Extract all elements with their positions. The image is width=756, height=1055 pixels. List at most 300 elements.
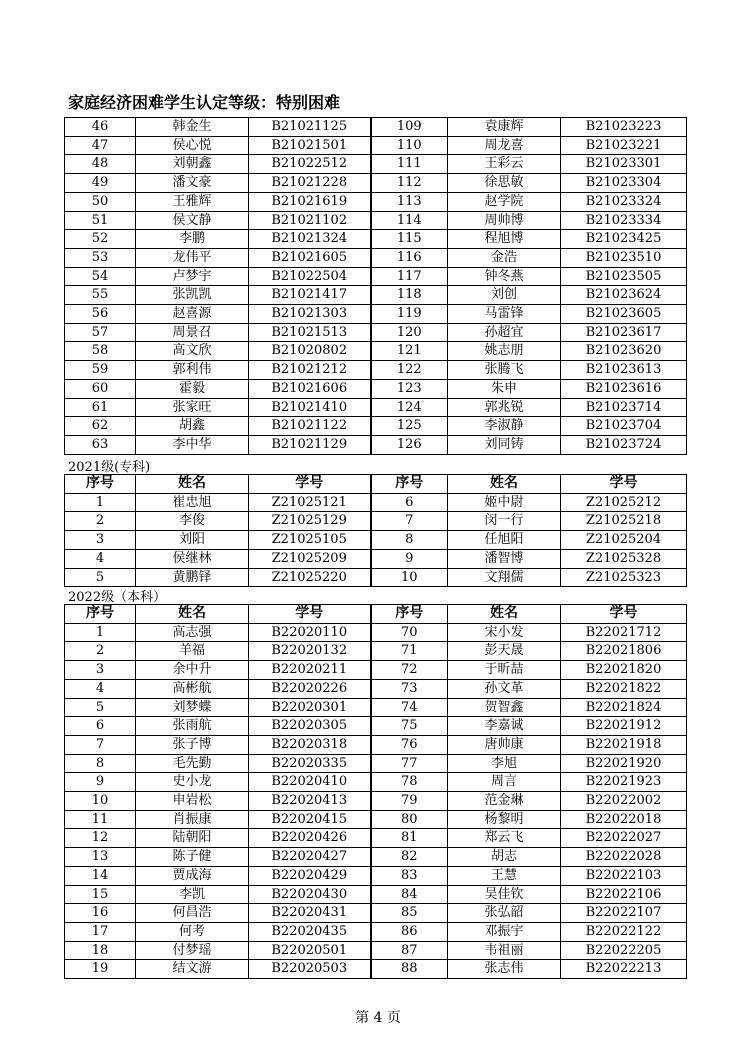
- student-id-cell: B21020802: [249, 342, 371, 361]
- table-row: [65, 904, 687, 923]
- row-number-cell: 15: [65, 885, 136, 904]
- row-number-cell: 56: [65, 305, 136, 324]
- student-id-cell: B22020429: [249, 866, 371, 885]
- row-number-cell: 70: [371, 623, 448, 642]
- student-id-cell: B21023616: [561, 379, 687, 398]
- student-id-cell: B22020435: [249, 922, 371, 941]
- table-row: [65, 568, 687, 587]
- student-id-cell: Z21025204: [561, 531, 687, 550]
- student-name-cell: 刘同铸: [448, 435, 561, 454]
- student-name-cell: 余中升: [136, 661, 249, 680]
- student-id-cell: B21023704: [561, 417, 687, 436]
- table-row: [65, 174, 687, 193]
- row-number-cell: 10: [371, 568, 448, 587]
- student-name-cell: 孙超宜: [448, 323, 561, 342]
- student-id-cell: B21021102: [249, 211, 371, 230]
- row-number-cell: 86: [371, 922, 448, 941]
- student-id-cell: Z21025212: [561, 493, 687, 512]
- student-id-cell: B21023624: [561, 286, 687, 305]
- student-name-cell: 张弘韶: [448, 904, 561, 923]
- student-id-cell: B21021513: [249, 323, 371, 342]
- student-table-2021-undergrad-continued: [64, 117, 687, 455]
- row-number-cell: 51: [65, 211, 136, 230]
- table-row: [65, 118, 687, 137]
- student-name-cell: 郭兆锐: [448, 398, 561, 417]
- student-id-cell: B22021806: [561, 642, 687, 661]
- student-name-cell: 高彬航: [136, 679, 249, 698]
- student-name-cell: 马雷锋: [448, 305, 561, 324]
- student-id-cell: B21021606: [249, 379, 371, 398]
- student-id-cell: B21021303: [249, 305, 371, 324]
- student-name-cell: 韦祖丽: [448, 941, 561, 960]
- row-number-cell: 112: [371, 174, 448, 193]
- student-name-cell: 潘智博: [448, 549, 561, 568]
- student-id-cell: Z21025121: [249, 493, 371, 512]
- row-number-cell: 74: [371, 698, 448, 717]
- row-number-cell: 13: [65, 848, 136, 867]
- row-number-cell: 88: [371, 960, 448, 979]
- student-id-cell: B21022512: [249, 155, 371, 174]
- row-number-cell: 59: [65, 361, 136, 380]
- student-id-cell: B22022205: [561, 941, 687, 960]
- student-name-cell: 姚志朋: [448, 342, 561, 361]
- student-id-cell: B22022018: [561, 810, 687, 829]
- student-name-cell: 肖振康: [136, 810, 249, 829]
- student-id-cell: B21023324: [561, 192, 687, 211]
- student-id-cell: Z21025129: [249, 512, 371, 531]
- student-id-cell: Z21025105: [249, 531, 371, 550]
- student-id-cell: B22022103: [561, 866, 687, 885]
- row-number-cell: 47: [65, 136, 136, 155]
- row-number-cell: 8: [371, 531, 448, 550]
- row-number-cell: 18: [65, 941, 136, 960]
- row-number-cell: 57: [65, 323, 136, 342]
- header-no: 序号: [65, 605, 136, 624]
- table-row: [65, 679, 687, 698]
- student-name-cell: 张志伟: [448, 960, 561, 979]
- student-name-cell: 郭利伟: [136, 361, 249, 380]
- student-name-cell: 李凯: [136, 885, 249, 904]
- table-row: [65, 848, 687, 867]
- student-name-cell: 潘文豪: [136, 174, 249, 193]
- student-id-cell: B21021122: [249, 417, 371, 436]
- section-label-2021-associate: 2021级(专科): [68, 460, 151, 475]
- row-number-cell: 5: [65, 568, 136, 587]
- table-row: [65, 512, 687, 531]
- table-row: [65, 922, 687, 941]
- row-number-cell: 19: [65, 960, 136, 979]
- table-row: [65, 192, 687, 211]
- row-number-cell: 73: [371, 679, 448, 698]
- student-name-cell: 何考: [136, 922, 249, 941]
- table-row: [65, 866, 687, 885]
- student-id-cell: Z21025323: [561, 568, 687, 587]
- row-number-cell: 54: [65, 267, 136, 286]
- row-number-cell: 118: [371, 286, 448, 305]
- student-id-cell: B21023304: [561, 174, 687, 193]
- row-number-cell: 1: [65, 493, 136, 512]
- student-id-cell: B21023613: [561, 361, 687, 380]
- student-id-cell: B22020413: [249, 792, 371, 811]
- student-name-cell: 侯文静: [136, 211, 249, 230]
- student-id-cell: B22020431: [249, 904, 371, 923]
- row-number-cell: 6: [65, 717, 136, 736]
- student-id-cell: B22020427: [249, 848, 371, 867]
- student-id-cell: B22021712: [561, 623, 687, 642]
- student-name-cell: 卢梦宇: [136, 267, 249, 286]
- student-name-cell: 毛先勤: [136, 754, 249, 773]
- row-number-cell: 71: [371, 642, 448, 661]
- student-id-cell: B22021912: [561, 717, 687, 736]
- student-name-cell: 李淑静: [448, 417, 561, 436]
- row-number-cell: 111: [371, 155, 448, 174]
- table-row: [65, 829, 687, 848]
- row-number-cell: 53: [65, 248, 136, 267]
- row-number-cell: 78: [371, 773, 448, 792]
- student-name-cell: 侯继林: [136, 549, 249, 568]
- row-number-cell: 1: [65, 623, 136, 642]
- student-id-cell: B21023505: [561, 267, 687, 286]
- student-id-cell: B22021918: [561, 735, 687, 754]
- student-id-cell: B21021501: [249, 136, 371, 155]
- student-name-cell: 高文欣: [136, 342, 249, 361]
- student-name-cell: 周龙喜: [448, 136, 561, 155]
- student-name-cell: 贺智鑫: [448, 698, 561, 717]
- row-number-cell: 2: [65, 512, 136, 531]
- student-id-cell: B21023510: [561, 248, 687, 267]
- row-number-cell: 61: [65, 398, 136, 417]
- table-row: [65, 211, 687, 230]
- table-row: [65, 941, 687, 960]
- row-number-cell: 16: [65, 904, 136, 923]
- row-number-cell: 2: [65, 642, 136, 661]
- row-number-cell: 116: [371, 248, 448, 267]
- row-number-cell: 125: [371, 417, 448, 436]
- student-id-cell: B22020226: [249, 679, 371, 698]
- student-name-cell: 龙伟平: [136, 248, 249, 267]
- student-name-cell: 侯心悦: [136, 136, 249, 155]
- student-id-cell: B21021619: [249, 192, 371, 211]
- student-id-cell: B22021923: [561, 773, 687, 792]
- student-name-cell: 何昌浩: [136, 904, 249, 923]
- student-name-cell: 赵喜源: [136, 305, 249, 324]
- student-id-cell: B21021125: [249, 118, 371, 137]
- row-number-cell: 109: [371, 118, 448, 137]
- header-name: 姓名: [448, 475, 561, 494]
- header-id: 学号: [249, 605, 371, 624]
- student-name-cell: 韩金生: [136, 118, 249, 137]
- table-header-row: [65, 475, 687, 494]
- student-id-cell: B22020335: [249, 754, 371, 773]
- student-id-cell: B21023714: [561, 398, 687, 417]
- student-table-2022-undergrad: [64, 604, 687, 979]
- student-name-cell: 金浩: [448, 248, 561, 267]
- row-number-cell: 7: [371, 512, 448, 531]
- row-number-cell: 12: [65, 829, 136, 848]
- student-name-cell: 刘创: [448, 286, 561, 305]
- student-name-cell: 周言: [448, 773, 561, 792]
- table-row: [65, 136, 687, 155]
- row-number-cell: 115: [371, 230, 448, 249]
- table-row: [65, 698, 687, 717]
- table-row: [65, 286, 687, 305]
- row-number-cell: 3: [65, 531, 136, 550]
- student-id-cell: B22020503: [249, 960, 371, 979]
- student-name-cell: 任旭阳: [448, 531, 561, 550]
- student-name-cell: 杨黎明: [448, 810, 561, 829]
- row-number-cell: 6: [371, 493, 448, 512]
- row-number-cell: 50: [65, 192, 136, 211]
- student-name-cell: 刘朝鑫: [136, 155, 249, 174]
- row-number-cell: 62: [65, 417, 136, 436]
- student-id-cell: B22022122: [561, 922, 687, 941]
- student-table-2021-associate: [64, 474, 687, 587]
- table-row: [65, 735, 687, 754]
- row-number-cell: 52: [65, 230, 136, 249]
- header-no: 序号: [65, 475, 136, 494]
- student-name-cell: 史小龙: [136, 773, 249, 792]
- student-name-cell: 于昕喆: [448, 661, 561, 680]
- table-header-row: [65, 605, 687, 624]
- student-id-cell: B22022002: [561, 792, 687, 811]
- row-number-cell: 60: [65, 379, 136, 398]
- row-number-cell: 79: [371, 792, 448, 811]
- student-name-cell: 高志强: [136, 623, 249, 642]
- page-number: 第 4 页: [355, 1010, 401, 1026]
- row-number-cell: 117: [371, 267, 448, 286]
- student-name-cell: 张家旺: [136, 398, 249, 417]
- table-row: [65, 493, 687, 512]
- student-id-cell: B22021820: [561, 661, 687, 680]
- student-name-cell: 唐帅康: [448, 735, 561, 754]
- student-name-cell: 周帅博: [448, 211, 561, 230]
- student-name-cell: 王雅辉: [136, 192, 249, 211]
- student-id-cell: B22022106: [561, 885, 687, 904]
- table-row: [65, 323, 687, 342]
- student-name-cell: 李旭: [448, 754, 561, 773]
- table-row: [65, 754, 687, 773]
- row-number-cell: 110: [371, 136, 448, 155]
- student-name-cell: 陈子健: [136, 848, 249, 867]
- student-id-cell: B21023334: [561, 211, 687, 230]
- student-id-cell: B22020430: [249, 885, 371, 904]
- student-id-cell: B22021824: [561, 698, 687, 717]
- row-number-cell: 11: [65, 810, 136, 829]
- header-name: 姓名: [448, 605, 561, 624]
- table-row: [65, 661, 687, 680]
- table-row: [65, 792, 687, 811]
- table-row: [65, 248, 687, 267]
- table-row: [65, 398, 687, 417]
- row-number-cell: 77: [371, 754, 448, 773]
- table-row: [65, 960, 687, 979]
- table-row: [65, 155, 687, 174]
- student-name-cell: 姬中尉: [448, 493, 561, 512]
- row-number-cell: 80: [371, 810, 448, 829]
- row-number-cell: 4: [65, 679, 136, 698]
- row-number-cell: 58: [65, 342, 136, 361]
- row-number-cell: 9: [65, 773, 136, 792]
- table-row: [65, 361, 687, 380]
- student-name-cell: 霍毅: [136, 379, 249, 398]
- row-number-cell: 49: [65, 174, 136, 193]
- student-name-cell: 吴佳钦: [448, 885, 561, 904]
- row-number-cell: 87: [371, 941, 448, 960]
- student-id-cell: B21023301: [561, 155, 687, 174]
- student-id-cell: B21023221: [561, 136, 687, 155]
- row-number-cell: 72: [371, 661, 448, 680]
- student-id-cell: B21021129: [249, 435, 371, 454]
- student-id-cell: B22021822: [561, 679, 687, 698]
- header-id: 学号: [249, 475, 371, 494]
- student-id-cell: B21022504: [249, 267, 371, 286]
- student-id-cell: B22020501: [249, 941, 371, 960]
- row-number-cell: 48: [65, 155, 136, 174]
- row-number-cell: 55: [65, 286, 136, 305]
- row-number-cell: 76: [371, 735, 448, 754]
- student-id-cell: B21021605: [249, 248, 371, 267]
- student-name-cell: 张腾飞: [448, 361, 561, 380]
- table-row: [65, 549, 687, 568]
- student-id-cell: B22020305: [249, 717, 371, 736]
- student-name-cell: 刘阳: [136, 531, 249, 550]
- student-name-cell: 刘梦蝶: [136, 698, 249, 717]
- student-name-cell: 崔忠旭: [136, 493, 249, 512]
- student-name-cell: 张子博: [136, 735, 249, 754]
- header-name: 姓名: [136, 475, 249, 494]
- table-row: [65, 717, 687, 736]
- student-id-cell: B21021410: [249, 398, 371, 417]
- row-number-cell: 84: [371, 885, 448, 904]
- row-number-cell: 63: [65, 435, 136, 454]
- student-name-cell: 赵学院: [448, 192, 561, 211]
- student-name-cell: 陆朝阳: [136, 829, 249, 848]
- student-name-cell: 付梦瑶: [136, 941, 249, 960]
- student-name-cell: 文翔儒: [448, 568, 561, 587]
- student-id-cell: B22020110: [249, 623, 371, 642]
- table-row: [65, 379, 687, 398]
- student-id-cell: B22022107: [561, 904, 687, 923]
- student-name-cell: 范金琳: [448, 792, 561, 811]
- row-number-cell: 122: [371, 361, 448, 380]
- student-name-cell: 王慧: [448, 866, 561, 885]
- row-number-cell: 81: [371, 829, 448, 848]
- page-title: 家庭经济困难学生认定等级：特别困难: [68, 93, 341, 112]
- student-id-cell: B22022028: [561, 848, 687, 867]
- student-name-cell: 胡鑫: [136, 417, 249, 436]
- row-number-cell: 123: [371, 379, 448, 398]
- student-id-cell: B21023724: [561, 435, 687, 454]
- student-name-cell: 结文游: [136, 960, 249, 979]
- student-name-cell: 王彩云: [448, 155, 561, 174]
- student-id-cell: B21023620: [561, 342, 687, 361]
- table-row: [65, 342, 687, 361]
- row-number-cell: 126: [371, 435, 448, 454]
- student-id-cell: B22020132: [249, 642, 371, 661]
- header-name: 姓名: [136, 605, 249, 624]
- row-number-cell: 85: [371, 904, 448, 923]
- row-number-cell: 82: [371, 848, 448, 867]
- header-no: 序号: [371, 475, 448, 494]
- student-name-cell: 李中华: [136, 435, 249, 454]
- student-id-cell: Z21025209: [249, 549, 371, 568]
- row-number-cell: 113: [371, 192, 448, 211]
- row-number-cell: 124: [371, 398, 448, 417]
- table-row: [65, 267, 687, 286]
- header-id: 学号: [561, 605, 687, 624]
- table-row: [65, 810, 687, 829]
- student-name-cell: 宋小发: [448, 623, 561, 642]
- header-id: 学号: [561, 475, 687, 494]
- section-label-2022-undergrad: 2022级（本科）: [68, 590, 167, 605]
- student-id-cell: Z21025220: [249, 568, 371, 587]
- table-row: [65, 305, 687, 324]
- student-id-cell: B21023223: [561, 118, 687, 137]
- student-name-cell: 李俊: [136, 512, 249, 531]
- student-id-cell: B22020415: [249, 810, 371, 829]
- student-name-cell: 胡志: [448, 848, 561, 867]
- row-number-cell: 120: [371, 323, 448, 342]
- student-id-cell: B21023425: [561, 230, 687, 249]
- row-number-cell: 10: [65, 792, 136, 811]
- table-row: [65, 623, 687, 642]
- student-id-cell: Z21025218: [561, 512, 687, 531]
- student-id-cell: B22020410: [249, 773, 371, 792]
- student-id-cell: B21021228: [249, 174, 371, 193]
- table-row: [65, 773, 687, 792]
- student-name-cell: 李鹏: [136, 230, 249, 249]
- student-name-cell: 徐思敏: [448, 174, 561, 193]
- table-row: [65, 230, 687, 249]
- student-id-cell: B21021324: [249, 230, 371, 249]
- row-number-cell: 46: [65, 118, 136, 137]
- student-id-cell: B22021920: [561, 754, 687, 773]
- student-id-cell: B22020426: [249, 829, 371, 848]
- student-name-cell: 羊福: [136, 642, 249, 661]
- student-name-cell: 彭天晟: [448, 642, 561, 661]
- student-name-cell: 闵一行: [448, 512, 561, 531]
- student-name-cell: 申岩松: [136, 792, 249, 811]
- student-id-cell: B21023617: [561, 323, 687, 342]
- row-number-cell: 4: [65, 549, 136, 568]
- table-row: [65, 417, 687, 436]
- row-number-cell: 119: [371, 305, 448, 324]
- student-name-cell: 张雨航: [136, 717, 249, 736]
- row-number-cell: 121: [371, 342, 448, 361]
- student-name-cell: 朱申: [448, 379, 561, 398]
- student-id-cell: B22022213: [561, 960, 687, 979]
- student-name-cell: 周景召: [136, 323, 249, 342]
- student-name-cell: 邓振宇: [448, 922, 561, 941]
- student-name-cell: 孙文革: [448, 679, 561, 698]
- student-id-cell: B21021417: [249, 286, 371, 305]
- row-number-cell: 83: [371, 866, 448, 885]
- student-id-cell: B21023605: [561, 305, 687, 324]
- row-number-cell: 5: [65, 698, 136, 717]
- row-number-cell: 114: [371, 211, 448, 230]
- row-number-cell: 75: [371, 717, 448, 736]
- row-number-cell: 17: [65, 922, 136, 941]
- student-id-cell: B22020318: [249, 735, 371, 754]
- student-id-cell: Z21025328: [561, 549, 687, 568]
- row-number-cell: 8: [65, 754, 136, 773]
- table-row: [65, 642, 687, 661]
- student-name-cell: 黄鹏铎: [136, 568, 249, 587]
- student-id-cell: B22020301: [249, 698, 371, 717]
- student-name-cell: 袁康辉: [448, 118, 561, 137]
- student-id-cell: B22020211: [249, 661, 371, 680]
- table-row: [65, 885, 687, 904]
